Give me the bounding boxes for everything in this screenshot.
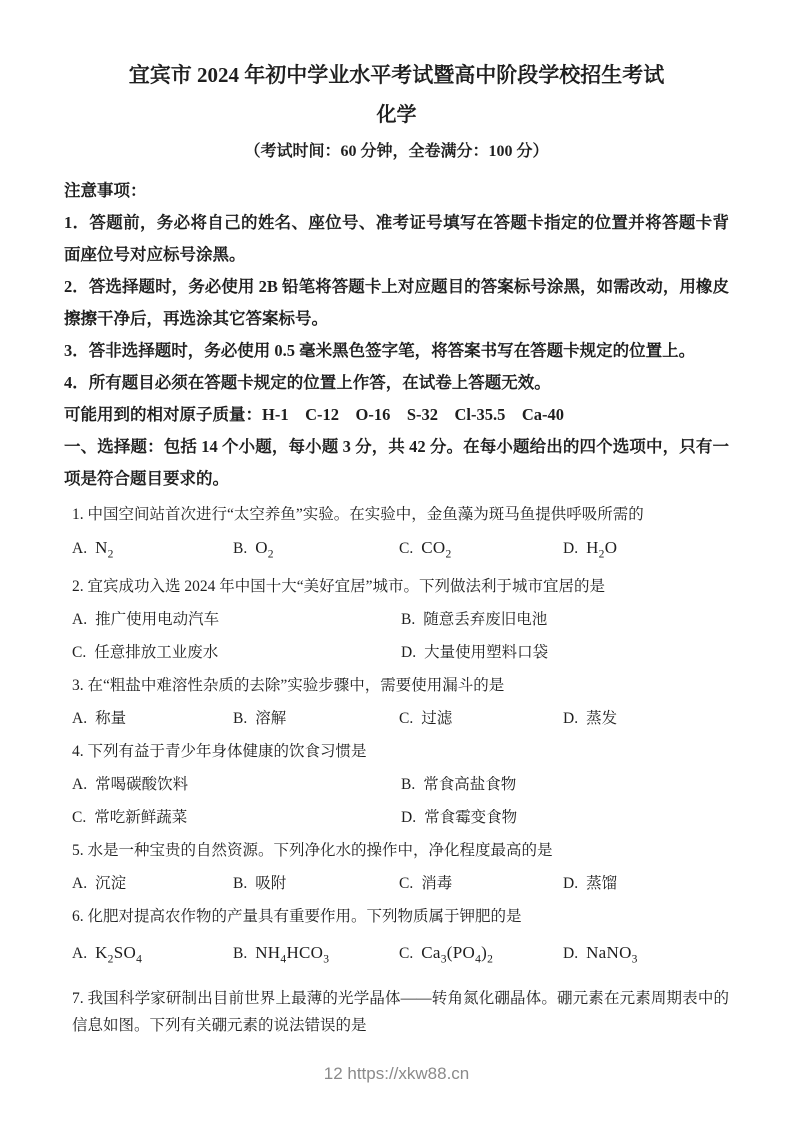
question-4-options bbox=[72, 768, 729, 834]
exam-title: 宜宾市 2024 年初中学业水平考试暨高中阶段学校招生考试 bbox=[128, 63, 665, 87]
option-text: 吸附 bbox=[255, 875, 287, 893]
option-label: B. bbox=[401, 776, 416, 794]
option-text: 常食高盐食物 bbox=[423, 776, 517, 794]
question-1-option-c bbox=[399, 531, 563, 570]
option-label: D. bbox=[563, 945, 579, 963]
option-text: $N_2$ bbox=[95, 538, 114, 561]
question-3-options bbox=[72, 702, 729, 735]
question-4-stem: 4. 下列有益于青少年身体健康的饮食习惯是 bbox=[72, 743, 367, 761]
atomic-mass-line: 可能用到的相对原子质量：H-1 C-12 O-16 S-32 Cl-35.5 Ca-40 bbox=[64, 405, 565, 424]
question-6-option-b bbox=[233, 933, 399, 979]
question-1-option-d bbox=[563, 531, 729, 570]
option-text: 消毒 bbox=[421, 875, 453, 893]
option-label: A. bbox=[72, 710, 88, 728]
option-text: $H_2O$ bbox=[586, 538, 618, 561]
question-6-option-c bbox=[399, 933, 563, 979]
option-label: D. bbox=[401, 809, 417, 827]
option-label: A. bbox=[72, 875, 88, 893]
exam-subject: 化学 bbox=[376, 104, 417, 126]
option-text: 蒸发 bbox=[586, 710, 618, 728]
option-text: $O_2$ bbox=[255, 538, 274, 561]
question-2-stem: 2. 宜宾成功入选 2024 年中国十大“美好宜居”城市。下列做法利于城市宜居的是 bbox=[72, 578, 606, 596]
option-text: 沉淀 bbox=[95, 875, 127, 893]
option-label: B. bbox=[233, 540, 248, 557]
exam-info: （考试时间：60 分钟，全卷满分：100 分） bbox=[244, 143, 549, 160]
option-text: 过滤 bbox=[421, 710, 453, 728]
option-label: D. bbox=[401, 644, 417, 662]
option-label: A. bbox=[72, 945, 88, 963]
option-text: $K_2SO_4$ bbox=[95, 943, 143, 966]
question-1-options bbox=[72, 531, 729, 570]
option-label: A. bbox=[72, 776, 88, 794]
option-label: C. bbox=[72, 644, 87, 662]
question-4-option-b bbox=[401, 768, 729, 801]
question-2-option-d bbox=[401, 636, 729, 669]
option-text: 大量使用塑料口袋 bbox=[424, 644, 549, 662]
option-text: 溶解 bbox=[255, 710, 287, 728]
option-text: NaNO$_3$ bbox=[586, 943, 638, 966]
option-text: 随意丢弃废旧电池 bbox=[423, 611, 548, 629]
question-5-option-b bbox=[233, 867, 399, 900]
question-6-stem: 6. 化肥对提高农作物的产量具有重要作用。下列物质属于钾肥的是 bbox=[72, 908, 522, 926]
option-label: A. bbox=[72, 611, 88, 629]
question-3-option-b bbox=[233, 702, 399, 735]
option-label: C. bbox=[399, 875, 414, 893]
question-3-option-a bbox=[72, 702, 233, 735]
page-footer: 12 https://xkw88.cn bbox=[323, 1064, 470, 1083]
option-label: B. bbox=[233, 710, 248, 728]
question-6-option-d bbox=[563, 933, 729, 979]
question-3-stem: 3. 在“粗盐中难溶性杂质的去除”实验步骤中，需要使用漏斗的是 bbox=[72, 677, 505, 695]
option-label: B. bbox=[233, 875, 248, 893]
question-list bbox=[64, 498, 729, 1039]
option-text: 常喝碳酸饮料 bbox=[95, 776, 189, 794]
option-label: B. bbox=[401, 611, 416, 629]
option-label: C. bbox=[399, 540, 414, 557]
option-text: 称量 bbox=[95, 710, 127, 728]
question-2-option-b bbox=[401, 603, 729, 636]
option-text: $NH_4HCO_3$ bbox=[255, 943, 330, 966]
notice-header: 注意事项： bbox=[64, 181, 147, 200]
option-label: D. bbox=[563, 710, 579, 728]
option-text: 推广使用电动汽车 bbox=[95, 611, 220, 629]
question-4-option-c bbox=[72, 801, 401, 834]
question-1-option-b bbox=[233, 531, 399, 570]
option-text: 常食霉变食物 bbox=[424, 809, 518, 827]
option-label: A. bbox=[72, 540, 88, 557]
option-label: C. bbox=[399, 945, 414, 963]
option-text: 常吃新鲜蔬菜 bbox=[94, 809, 188, 827]
question-4-option-d bbox=[401, 801, 729, 834]
notice-item-4: 4．所有题目必须在答题卡规定的位置上作答，在试卷上答题无效。 bbox=[64, 373, 551, 392]
notice-item-2: 2．答选择题时，务必使用 2B 铅笔将答题卡上对应题目的答案标号涂黑，如需改动，用橡皮擦擦干净后，再选涂其它答案标号。 bbox=[64, 277, 729, 328]
option-label: C. bbox=[399, 710, 414, 728]
option-text: $Ca_3(PO_4)_2$ bbox=[421, 943, 494, 966]
question-5-stem: 5. 水是一种宝贵的自然资源。下列净化水的操作中，净化程度最高的是 bbox=[72, 842, 553, 860]
question-2-option-a bbox=[72, 603, 401, 636]
question-7-stem: 7. 我国科学家研制出目前世界上最薄的光学晶体——转角氮化硼晶体。硼元素在元素周期表中的信息如图。下列有关硼元素的说法错误的是 bbox=[72, 989, 729, 1034]
question-3-option-d bbox=[563, 702, 729, 735]
question-5-option-a bbox=[72, 867, 233, 900]
option-label: B. bbox=[233, 945, 248, 963]
option-text: 蒸馏 bbox=[586, 875, 618, 893]
option-label: D. bbox=[563, 875, 579, 893]
question-5-options bbox=[72, 867, 729, 900]
question-6-options bbox=[72, 933, 729, 979]
option-label: C. bbox=[72, 809, 87, 827]
notice-item-1: 1．答题前，务必将自己的姓名、座位号、准考证号填写在答题卡指定的位置并将答题卡背面座位号对应标号涂黑。 bbox=[64, 213, 729, 264]
question-3-option-c bbox=[399, 702, 563, 735]
section-header: 一、选择题：包括 14 个小题，每小题 3 分，共 42 分。在每小题给出的四个选项中，只有一项是符合题目要求的。 bbox=[64, 437, 729, 488]
question-2-options bbox=[72, 603, 729, 669]
notice-block bbox=[64, 175, 729, 495]
question-1-stem: 1. 中国空间站首次进行“太空养鱼”实验。在实验中，金鱼藻为斑马鱼提供呼吸所需的 bbox=[72, 506, 644, 523]
option-label: D. bbox=[563, 540, 579, 557]
question-5-option-d bbox=[563, 867, 729, 900]
option-text: $CO_2$ bbox=[421, 538, 452, 561]
exam-content bbox=[64, 62, 729, 1039]
notice-item-3: 3．答非选择题时，务必使用 0.5 毫米黑色签字笔，将答案书写在答题卡规定的位置上。 bbox=[64, 341, 696, 360]
question-6-option-a bbox=[72, 933, 233, 979]
question-4-option-a bbox=[72, 768, 401, 801]
question-2-option-c bbox=[72, 636, 401, 669]
question-5-option-c bbox=[399, 867, 563, 900]
option-text: 任意排放工业废水 bbox=[94, 644, 219, 662]
question-1-option-a bbox=[72, 531, 233, 570]
